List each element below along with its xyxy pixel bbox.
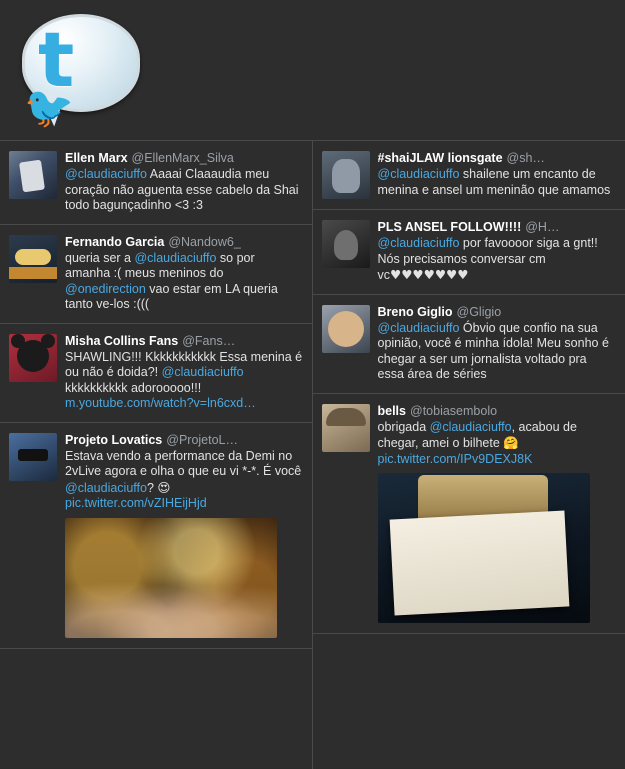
tweet-author-line [65,334,303,349]
tweet-author-line [378,305,617,320]
avatar[interactable] [322,305,370,353]
emoji-glyph: ♥♥♥♥♥♥♥ [390,267,468,282]
tweet-item[interactable] [313,210,625,295]
avatar[interactable] [9,235,57,283]
avatar[interactable] [322,220,370,268]
text-run: queria ser a [65,251,134,265]
mention-link[interactable]: @claudiaciuffo [162,365,244,379]
app-header [0,0,625,141]
url-link[interactable]: pic.twitter.com/vZIHEijHjd [65,496,207,510]
mention-link[interactable]: @claudiaciuffo [378,167,460,181]
tweet-author-line [65,235,303,250]
text-run: so por amanha :( meus meninos do [65,251,255,281]
text-run: obrigada [378,420,430,434]
tweet-author-handle[interactable]: @tobiasembolo [410,404,497,418]
tweet-item[interactable] [313,394,625,635]
tweet-photo-concert[interactable] [65,518,277,638]
tweet-body [65,235,303,313]
mention-link[interactable]: @onedirection [65,282,146,296]
emoji-glyph: 🤗 [503,435,519,450]
tweet-author-line [65,151,303,166]
tweet-body [378,151,617,199]
tweet-body [378,404,617,624]
small-bird-icon: 🐦 [24,88,74,128]
text-run: Aaaai Claaaudia meu coração não aguenta esse cabelo da Shai todo bagunçadinho <3 :3 [65,167,299,212]
tweet-text [378,420,617,468]
tweet-author-name[interactable]: Projeto Lovatics [65,433,162,447]
avatar[interactable] [9,151,57,199]
text-run: Estava vendo a performance da Demi no 2vLive agora e olha o que eu vi *-*. É você [65,449,301,479]
tweet-text [378,236,617,284]
text-run: Óbvio que confio na sua opinião, você é minha ídola! Meu sonho é chegar a ser um jornalista voltado pra essa área de séries [378,321,609,382]
tweet-author-name[interactable]: Fernando Garcia [65,235,164,249]
mention-link[interactable]: @claudiaciuffo [65,167,147,181]
twitter-bird-logo [22,14,147,129]
tweet-text [65,167,303,214]
text-run: shailene um encanto de menina e ansel um meninão que amamos [378,167,611,197]
tweet-photo-note[interactable] [378,473,590,623]
url-link[interactable]: pic.twitter.com/IPv9DEXJ8K [378,452,533,466]
left-column [0,141,313,769]
twitter-bird-icon: t [38,22,74,98]
tweet-text [65,350,303,412]
tweet-author-name[interactable]: PLS ANSEL FOLLOW!!!! [378,220,522,234]
tweet-author-handle[interactable]: @H… [525,220,559,234]
mention-link[interactable]: @claudiaciuffo [378,236,460,250]
mention-link[interactable]: @claudiaciuffo [378,321,460,335]
tweet-item[interactable] [0,225,312,324]
tweet-body [378,305,617,383]
tweet-author-line [378,404,617,419]
tweet-author-line [65,433,303,448]
tweet-item[interactable] [313,295,625,394]
tweet-author-name[interactable]: bells [378,404,407,418]
tweet-body [65,433,303,638]
tweet-text [65,251,303,313]
tweet-author-name[interactable]: Breno Giglio [378,305,453,319]
tweet-columns [0,141,625,769]
tweet-author-line [378,220,617,235]
text-run: , acabou de chegar, amei o bilhete [378,420,577,451]
mention-link[interactable]: @claudiaciuffo [134,251,216,265]
tweet-author-handle[interactable]: @Fans… [182,334,235,348]
avatar[interactable] [322,404,370,452]
mention-link[interactable]: @claudiaciuffo [430,420,512,434]
url-link[interactable]: m.youtube.com/watch?v=ln6cxd… [65,396,256,410]
tweet-author-name[interactable]: #shaiJLAW lionsgate [378,151,503,165]
avatar[interactable] [9,334,57,382]
tweet-author-line [378,151,617,166]
tweet-author-handle[interactable]: @Nandow6_ [168,235,240,249]
tweet-body [378,220,617,284]
right-column [313,141,625,769]
tweet-item[interactable] [0,423,312,649]
tweet-body [65,151,303,214]
tweet-text [378,167,617,198]
avatar[interactable] [322,151,370,199]
tweet-text [378,321,617,383]
tweet-item[interactable] [0,324,312,423]
text-run: ? [147,481,157,495]
avatar[interactable] [9,433,57,481]
text-run: vao estar em LA queria tanto ve-los :((( [65,282,278,312]
tweet-body [65,334,303,412]
text-run: kkkkkkkkkk adorooooo!!! [65,381,201,395]
mention-link[interactable]: @claudiaciuffo [65,481,147,495]
tweet-author-handle[interactable]: @sh… [507,151,545,165]
text-run: por favoooor siga a gnt!! Nós precisamos conversar cm vc [378,236,598,282]
tweet-item[interactable] [313,141,625,210]
tweet-author-handle[interactable]: @EllenMarx_Silva [132,151,234,165]
tweet-text [65,449,303,512]
tweet-author-handle[interactable]: @ProjetoL… [166,433,238,447]
emoji-glyph: 😍 [157,480,170,495]
tweet-author-name[interactable]: Ellen Marx [65,151,128,165]
text-run: SHAWLING!!! Kkkkkkkkkkk Essa menina é ou não é doida?! [65,350,302,380]
tweet-item[interactable] [0,141,312,225]
tweet-author-handle[interactable]: @Gligio [457,305,502,319]
tweet-author-name[interactable]: Misha Collins Fans [65,334,178,348]
